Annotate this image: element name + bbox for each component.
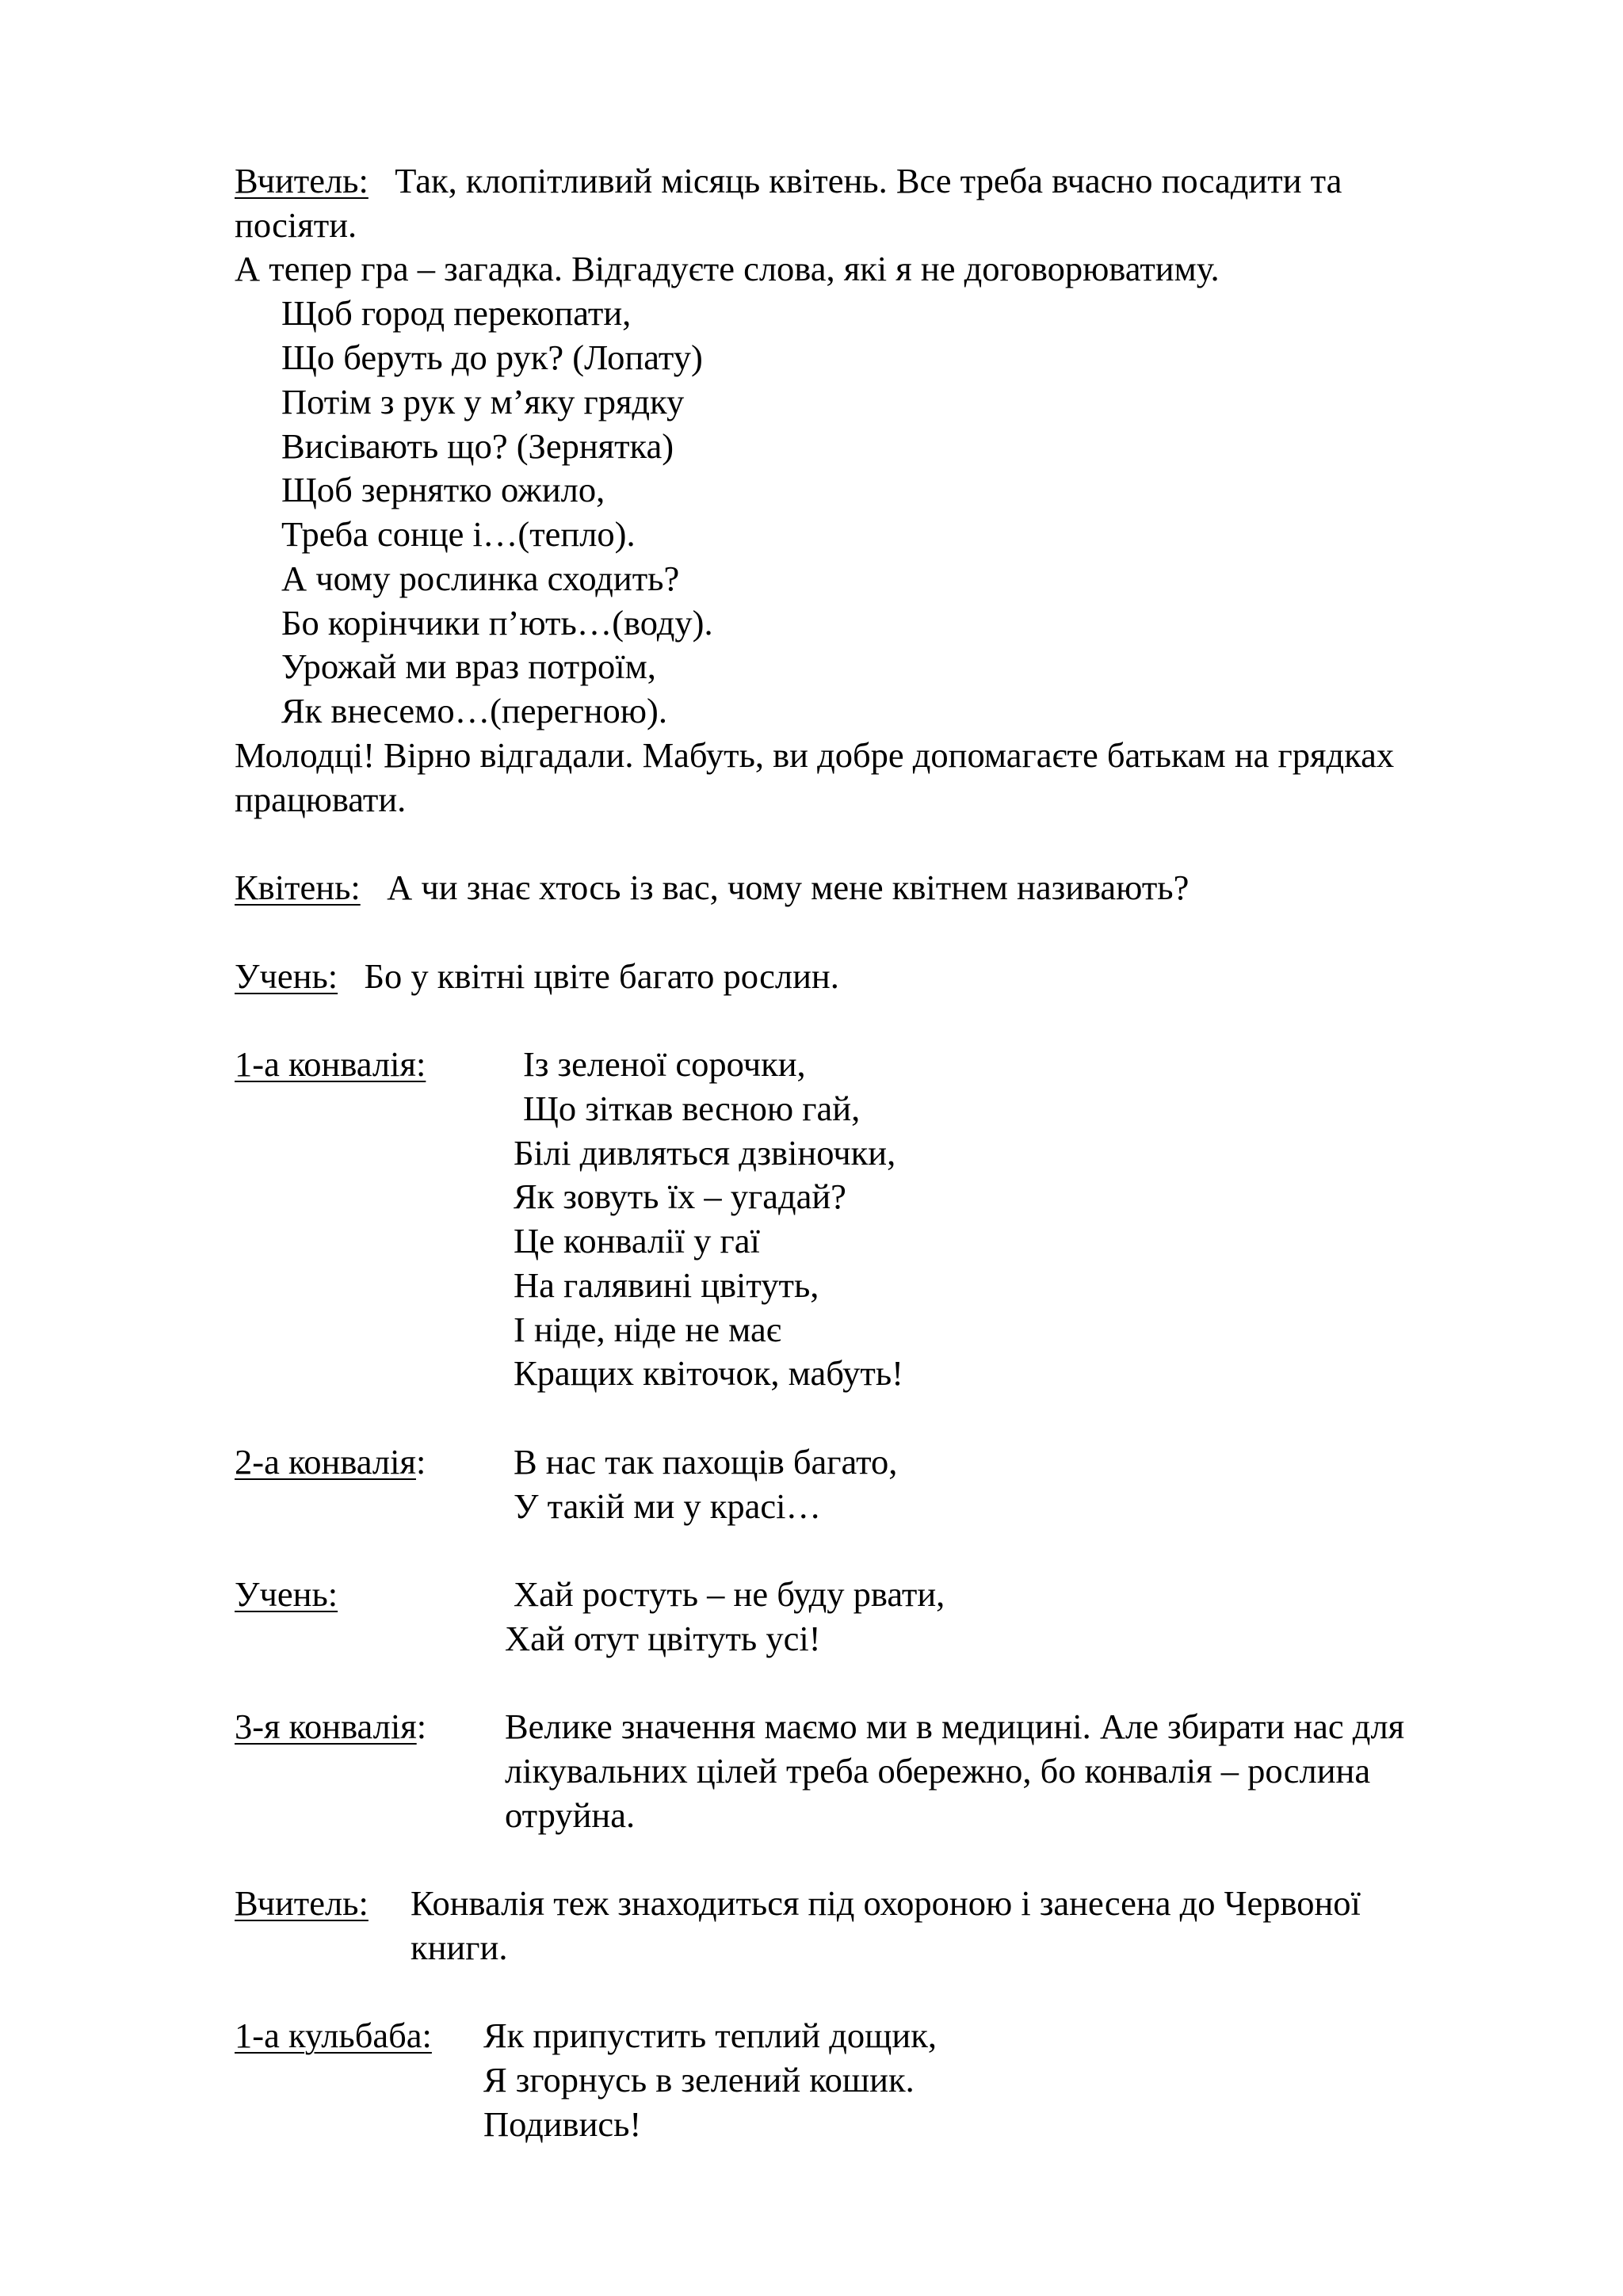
verse-line: Висівають що? (Зернятка) (281, 426, 674, 466)
verse-line: У такій ми у красі… (514, 1486, 822, 1526)
speaker-colon: : (415, 1442, 426, 1482)
speaker-label-wrap (235, 1704, 426, 1749)
game-intro-text: А тепер гра – загадка. Відгадуєте слова, які я не договорюватиму. (235, 249, 1220, 288)
verse-line: Потім з рук у м’яку грядку (281, 382, 685, 421)
teacher-line (235, 158, 1342, 203)
verse-line: Урожай ми враз потроїм, (281, 646, 656, 686)
speaker-label: 3-я конвалія (235, 1707, 417, 1746)
verse-line: Щоб зернятко ожило, (281, 470, 605, 509)
verse-line: Що беруть до рук? (Лопату) (281, 338, 703, 377)
verse-line: Як внесемо…(перегною). (281, 691, 667, 730)
speaker-label: Вчитель: (235, 1883, 369, 1923)
dialogue-text: лікувальних цілей треба обережно, бо конвалія – рослина (505, 1751, 1371, 1791)
speaker-label: 1-а кульбаба: (235, 2016, 432, 2055)
verse-line: Білі дивляться дзвіночки, (514, 1133, 896, 1173)
dialogue-text: А чи знає хтось із вас, чому мене квітнем називають? (387, 868, 1190, 907)
verse-line: Хай отут цвітуть усі! (505, 1619, 821, 1658)
verse-line: І ніде, ніде не має (514, 1310, 781, 1349)
verse-line: Це конвалії у гаї (514, 1221, 760, 1261)
verse-line: Щоб город перекопати, (281, 293, 632, 333)
speaker-colon: : (416, 1707, 427, 1746)
dialogue-text: Бо у квітні цвіте багато рослин. (364, 956, 839, 996)
verse-line: Кращих квіточок, мабуть! (514, 1353, 903, 1393)
verse-line: Хай ростуть – не буду рвати, (514, 1574, 945, 1614)
dialogue-text: Так, клопітливий місяць квітень. Все треба вчасно посадити та (395, 161, 1342, 200)
speaker-label: Квітень: (235, 868, 361, 907)
dialogue-text: отруйна. (505, 1795, 636, 1835)
verse-line: Що зіткав весною гай, (523, 1089, 861, 1128)
verse-line: На галявині цвітуть, (514, 1265, 819, 1305)
verse-line: Як зовуть їх – угадай? (514, 1177, 846, 1216)
student-line (235, 954, 839, 998)
verse-line: В нас так пахощів багато, (514, 1442, 898, 1482)
speaker-label-wrap (235, 1440, 426, 1484)
speaker-label: Вчитель: (235, 161, 369, 200)
verse-line: Подивись! (483, 2104, 642, 2144)
verse-line: Я згорнусь в зелений кошик. (483, 2060, 915, 2100)
dialogue-text: Конвалія теж знаходиться під охороною і занесена до Червоної (411, 1883, 1361, 1923)
praise-text: працювати. (235, 780, 407, 819)
dialogue-text: книги. (411, 1928, 508, 1967)
speaker-label: 2-а конвалія (235, 1442, 416, 1482)
verse-line: А чому рослинка сходить? (281, 559, 680, 598)
praise-text: Молодці! Вірно відгадали. Мабуть, ви добре допомагаєте батькам на грядках (235, 735, 1395, 775)
kviten-line (235, 865, 1189, 910)
verse-line: Треба сонце і…(тепло). (281, 514, 636, 554)
dialogue-text: посіяти. (235, 205, 357, 245)
verse-line: Як припустить теплий дощик, (483, 2016, 937, 2055)
speaker-label: Учень: (235, 956, 338, 996)
speaker-label: Учень: (235, 1574, 338, 1614)
speaker-label: 1-а конвалія: (235, 1044, 426, 1084)
verse-line: Бо корінчики п’ють…(воду). (281, 603, 713, 643)
dialogue-text: Велике значення маємо ми в медицині. Але збирати нас для (505, 1707, 1405, 1746)
verse-line: Із зеленої сорочки, (523, 1044, 806, 1084)
